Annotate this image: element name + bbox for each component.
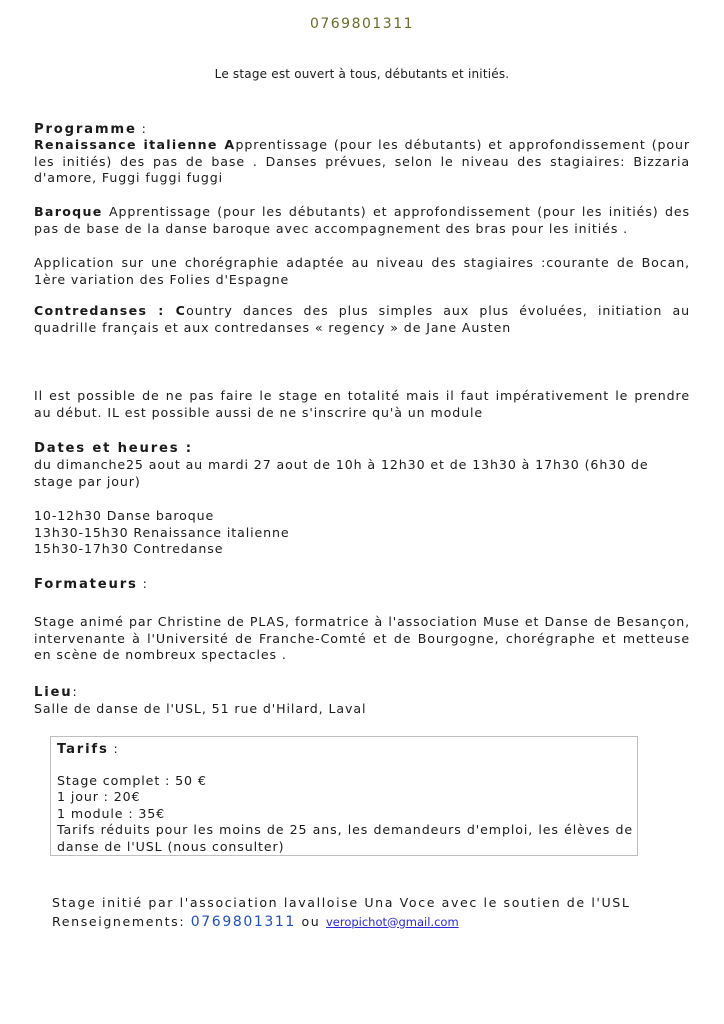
schedule-slot: 13h30-15h30 Renaissance italienne [34,524,290,540]
tarif-line: 1 module : 35€ [57,805,166,821]
schedule-slot: 15h30-17h30 Contredanse [34,541,224,556]
contact-email-link[interactable]: veropichot@gmail.com [325,914,459,929]
contact-or: ou [295,913,326,929]
module-note: Il est possible de ne pas faire le stage en totalité mais il faut impérativement le prendre au début. IL est possible aussi de ne s'inscrire qu'à un module [34,388,690,420]
contredanses-paragraph [34,303,690,336]
tarif-line: 1 jour : 20€ [57,789,141,804]
dates-title: Dates et heures : [34,441,193,456]
programme-heading [34,121,690,139]
footer [52,895,638,930]
intro-text: Le stage est ouvert à tous, débutants et initiés. [214,67,510,81]
lieu-address: Salle de danse de l'USL, 51 rue d'Hilard, Laval [34,701,367,716]
tarifs-heading [57,741,633,759]
renaissance-title: Renaissance italienne A [34,137,236,152]
formateurs-title: Formateurs [34,577,138,592]
tarifs-title-suffix: : [108,741,119,756]
baroque-application: Application sur une chorégraphie adaptée au niveau des stagiaires :courante de Bocan, 1ère variation des Folies d'Espagne [34,255,690,287]
baroque-paragraph [34,204,690,237]
formateurs-heading [34,576,690,594]
dates-range: du dimanche25 aout au mardi 27 aout de 10h à 12h30 et de 13h30 à 17h30 (6h30 de stage par jour) [34,457,649,489]
contact-line [52,914,638,931]
contredanses-title: Contredanses : C [34,303,187,318]
programme-title-suffix: : [136,121,147,136]
tarifs-title: Tarifs [57,742,109,757]
programme-title: Programme [34,122,137,137]
renaissance-text: pprentissage (pour les débutants) et approfondissement (pour les initiés) des pas de base . Danses prévues, selon le niveau des stagiaires: Bizzaria d'amore, Fuggi fuggi fuggi [34,137,690,185]
support-text: Stage initié par l'association lavalloise Una Voce avec le soutien de l'USL [52,895,631,910]
contact-label: Renseignements: [52,913,191,929]
contact-phone: 0769801311 [190,913,296,930]
lieu-title-suffix: : [72,684,78,699]
contredanses-text: ountry dances des plus simples aux plus évoluées, initiation au quadrille français et aux contredanses « regency » de Jane Austen [34,303,690,335]
dates-heading [34,440,690,458]
baroque-text: Apprentissage (pour les débutants) et approfondissement (pour les initiés) des pas de base de la danse baroque avec accompagnement des bras pour les initiés . [34,204,690,236]
header-phone: 0769801311 [309,16,415,32]
lieu-heading [34,684,690,702]
baroque-title: Baroque [34,204,103,219]
renaissance-paragraph [34,137,690,187]
schedule-slot: 10-12h30 Danse baroque [34,508,215,523]
tarif-line: Stage complet : 50 € [57,772,207,788]
tarifs-box [50,736,638,856]
formateurs-title-suffix: : [137,576,148,591]
schedule-list [34,508,690,558]
tarifs-reduced: Tarifs réduits pour les moins de 25 ans, les demandeurs d'emploi, les élèves de danse de l'USL (nous consulter) [57,822,633,854]
formateurs-text: Stage animé par Christine de PLAS, formatrice à l'association Muse et Danse de Besançon, intervenante à l'Université de Franche-Comté et de Bourgogne, chorégraphe et metteuse en scène de nombreux spectacles . [34,614,690,662]
lieu-title: Lieu [34,685,73,700]
tarifs-content [57,741,633,855]
